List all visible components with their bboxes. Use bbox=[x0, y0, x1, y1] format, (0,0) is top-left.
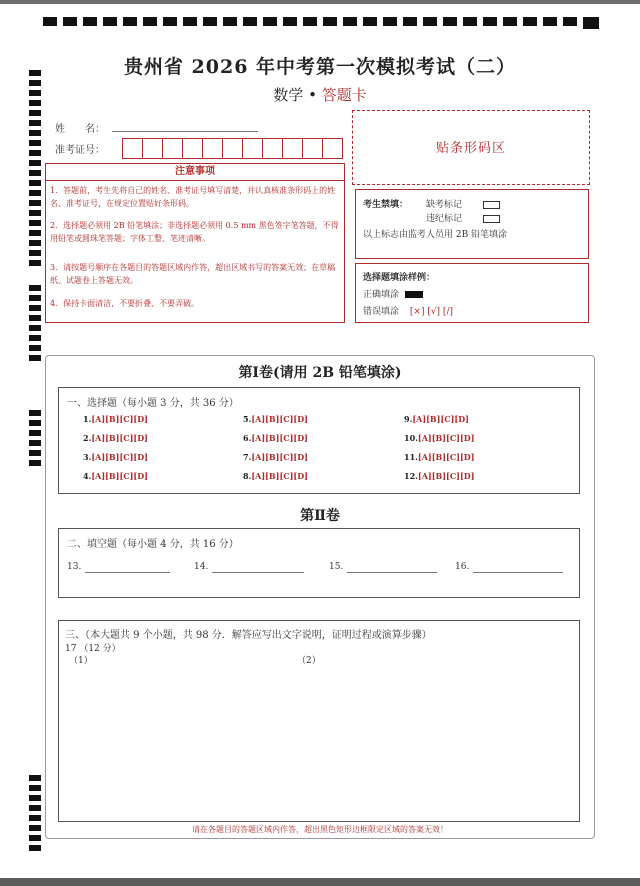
answer-options[interactable]: [A][B][C][D] bbox=[91, 433, 148, 443]
answer-options[interactable]: [A][B][C][D] bbox=[251, 433, 308, 443]
question-number: 3. bbox=[83, 452, 92, 462]
violation-mark-row bbox=[426, 211, 500, 224]
notice-heading: 注意事项 bbox=[46, 164, 344, 181]
choice-question-9[interactable] bbox=[404, 414, 469, 424]
answer-options[interactable]: [A][B][C][D] bbox=[417, 433, 475, 443]
notice-item: 2．选择题必须用 2B 铅笔填涂；非选择题必须用 0.5 mm 黑色签字笔答题，不得用铅笔或圆珠笔答题；字体工整、笔迹清晰。 bbox=[50, 221, 339, 243]
answer-options[interactable]: [A][B][C][D] bbox=[251, 414, 308, 424]
fill-sample-heading: 选择题填涂样例： bbox=[363, 273, 436, 283]
blank-16-label: 16. bbox=[455, 562, 470, 572]
notice-item: 1．答题前，考生先将自己的姓名、准考证号填写清楚，并认真核准条形码上的姓名、准考证号，在规定位置贴好条形码。 bbox=[50, 186, 336, 208]
subject-name: 数学 bbox=[273, 86, 304, 104]
correct-fill-sample bbox=[405, 291, 423, 298]
notice-box bbox=[45, 163, 345, 323]
choice-question-1[interactable] bbox=[83, 414, 148, 424]
barcode-area bbox=[352, 110, 590, 185]
page-top-edge bbox=[0, 0, 640, 4]
absent-mark-label: 缺考标记 bbox=[426, 200, 463, 210]
solve-section-title: 三、（本大题共 9 个小题，共 98 分．解答应写出文字说明，证明过程或演算步骤） bbox=[65, 630, 432, 641]
discipline-box bbox=[355, 189, 589, 259]
discipline-note: 以上标志由监考人员用 2B 铅笔填涂 bbox=[363, 230, 508, 240]
question-number: 2. bbox=[83, 433, 92, 443]
choice-question-2[interactable] bbox=[83, 433, 148, 443]
subject-separator: • bbox=[308, 86, 317, 104]
question-17-part-1: （1） bbox=[69, 656, 93, 666]
part1-title: 第Ⅰ卷(请用 2B 铅笔填涂) bbox=[238, 365, 402, 381]
barcode-area-label: 贴条形码区 bbox=[435, 141, 506, 156]
card-name: 答题卡 bbox=[321, 86, 367, 104]
absent-mark-box[interactable] bbox=[483, 201, 500, 209]
choice-question-3[interactable] bbox=[83, 452, 148, 462]
choice-question-6[interactable] bbox=[243, 433, 308, 443]
blank-14-line[interactable] bbox=[212, 572, 304, 573]
fill-blank-title: 二、填空题（每小题 4 分，共 16 分） bbox=[67, 539, 239, 550]
question-17-part-2: （2） bbox=[297, 656, 321, 666]
blank-15-label: 15. bbox=[329, 562, 344, 572]
question-number: 7. bbox=[243, 452, 252, 462]
answer-options[interactable]: [A][B][C][D] bbox=[251, 471, 308, 481]
correct-fill-label: 正确填涂 bbox=[363, 290, 400, 300]
question-number: 4. bbox=[83, 471, 92, 481]
choice-question-12[interactable] bbox=[404, 471, 474, 481]
question-number: 8. bbox=[243, 471, 252, 481]
exam-no-label: 准考证号： bbox=[55, 145, 105, 156]
name-label: 姓 名： bbox=[55, 124, 105, 135]
exam-title: 贵州省 2026 年中考第一次模拟考试（二） bbox=[123, 56, 517, 78]
choice-question-7[interactable] bbox=[243, 452, 308, 462]
subject-line bbox=[0, 84, 640, 105]
choice-question-4[interactable] bbox=[83, 471, 148, 481]
choice-section-title: 一、选择题（每小题 3 分，共 36 分） bbox=[67, 398, 239, 409]
absent-mark-row bbox=[426, 197, 500, 210]
notice-item: 4．保持卡面清洁，不要折叠、不要弄破。 bbox=[50, 299, 200, 308]
page-bottom-edge bbox=[0, 878, 640, 886]
answer-options[interactable]: [A][B][C][D] bbox=[91, 471, 148, 481]
correct-fill-row bbox=[363, 287, 423, 300]
question-number: 1. bbox=[83, 414, 92, 424]
part2-title: 第Ⅱ卷 bbox=[300, 508, 340, 524]
violation-mark-label: 违纪标记 bbox=[426, 214, 463, 224]
answer-options[interactable]: [A][B][C][D] bbox=[412, 414, 469, 424]
answer-options[interactable]: [A][B][C][D] bbox=[417, 471, 475, 481]
answer-options[interactable]: [A][B][C][D] bbox=[251, 452, 308, 462]
choice-question-8[interactable] bbox=[243, 471, 308, 481]
solve-section[interactable] bbox=[58, 620, 580, 822]
choice-question-10[interactable] bbox=[404, 433, 474, 443]
exam-no-boxes[interactable] bbox=[122, 138, 342, 159]
discipline-label: 考生禁填： bbox=[363, 200, 409, 210]
answer-options[interactable]: [A][B][C][D] bbox=[417, 452, 475, 462]
blank-15-line[interactable] bbox=[347, 572, 437, 573]
blank-14-label: 14. bbox=[194, 562, 209, 572]
question-number: 12. bbox=[404, 471, 418, 481]
blank-16-line[interactable] bbox=[473, 572, 563, 573]
blank-13-label: 13. bbox=[67, 562, 82, 572]
choice-question-5[interactable] bbox=[243, 414, 308, 424]
wrong-fill-row bbox=[363, 304, 453, 317]
name-field[interactable] bbox=[112, 131, 258, 132]
violation-mark-box[interactable] bbox=[483, 215, 500, 223]
question-17-label: 17 （12 分） bbox=[65, 644, 121, 654]
question-number: 6. bbox=[243, 433, 252, 443]
question-number: 9. bbox=[404, 414, 413, 424]
wrong-fill-samples: [×] [√] [/] bbox=[409, 307, 453, 317]
answer-options[interactable]: [A][B][C][D] bbox=[91, 414, 148, 424]
fill-blank-section bbox=[58, 528, 580, 598]
question-number: 5. bbox=[243, 414, 252, 424]
blank-13-line[interactable] bbox=[85, 572, 170, 573]
footer-warning: 请在各题目的答题区域内作答，超出黑色矩形边框限定区域的答案无效！ bbox=[192, 825, 448, 834]
wrong-fill-label: 错误填涂 bbox=[363, 307, 400, 317]
notice-item: 3．请按题号顺序在各题目的答题区域内作答，超出区域书写的答案无效；在草稿纸、试题卷上答题无效。 bbox=[50, 263, 336, 285]
choice-question-11[interactable] bbox=[404, 452, 474, 462]
answer-options[interactable]: [A][B][C][D] bbox=[91, 452, 148, 462]
question-number: 10. bbox=[404, 433, 418, 443]
fill-sample-box bbox=[355, 263, 589, 323]
question-number: 11. bbox=[404, 452, 418, 462]
